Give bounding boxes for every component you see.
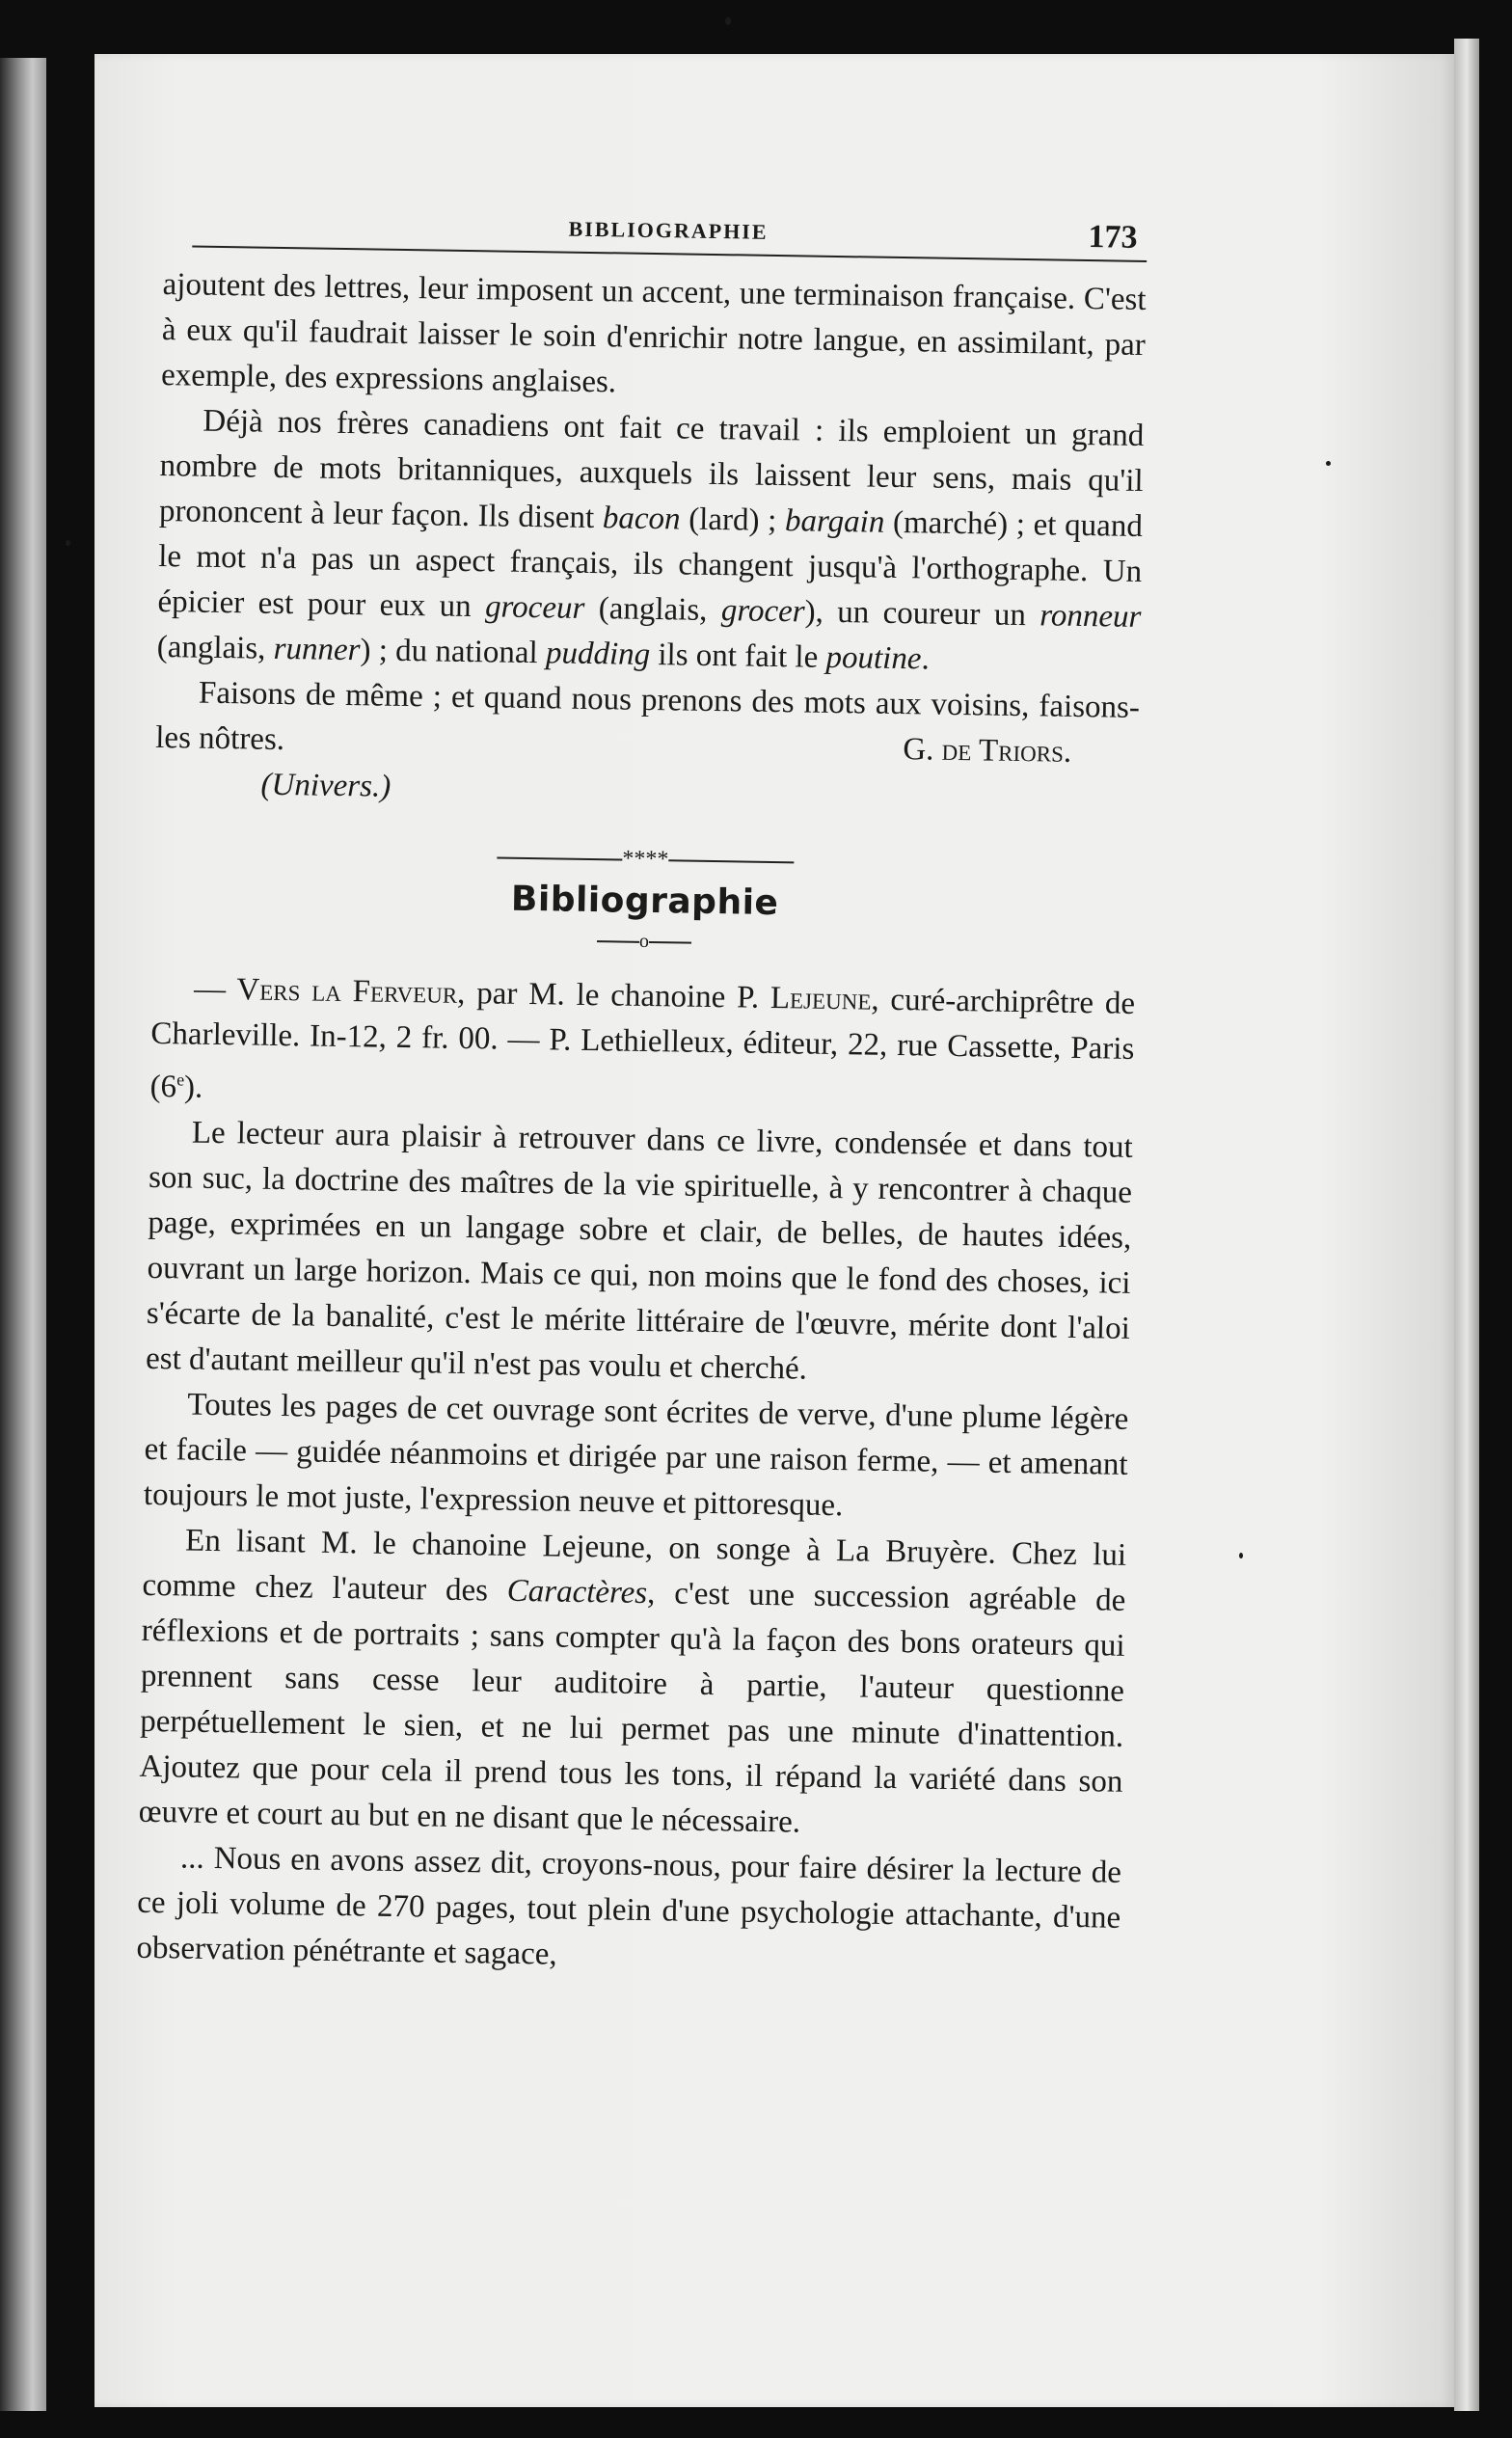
page-number: 173 <box>1088 219 1138 256</box>
page-content <box>136 203 1148 1987</box>
paragraph: ... Nous en avons assez dit, croyons-nous, pour faire désirer la lecture de ce joli volume de 270 pages, tout plein d'une psychologie attachante, d'une observation pénétrante et sagace, <box>136 1840 1122 1972</box>
paragraph: ajoutent des lettres, leur imposent un accent, une terminaison française. C'est à eux qu'il faudrait laisser le soin d'enrichir notre langue, en assimilant, par exemple, des expressions anglaises. <box>160 266 1147 400</box>
paragraph: En lisant M. le chanoine Lejeune, on songe à La Bruyère. Chez lui comme chez l'auteur des Caractères, c'est une succession agréable de réflexions et de portraits ; sans compter qu'à la façon des bons orateurs qui prennent sans cesse leur auditoire à partie, l'auteur questionne perpétuellement le sien, et ne lui permet pas une minute d'inattention. Ajoutez que pour cela il prend tous les tons, il répand la variété dans son œuvre et court au but en ne disant que le nécessaire. <box>138 1523 1127 1840</box>
header-rule <box>192 245 1147 262</box>
scan-speck <box>725 17 731 25</box>
paragraph: Le lecteur aura plaisir à retrouver dans ce livre, condensée et dans tout son suc, la doctrine des maîtres de la vie spirituelle, à y rencontrer à chaque page, exprimées en un langage sobre et clair, de belles, de hautes idées, ouvrant un large horizon. Mais ce qui, non moins que le fond des choses, ici s'écarte de la banalité, c'est le mérite littéraire de l'œuvre, mérite dont l'aloi est d'autant meilleur qu'il n'est pas voulu et cherché. <box>145 1115 1134 1387</box>
scan-background-edge <box>0 58 46 2411</box>
paragraph: Toutes les pages de cet ouvrage sont écrites de verve, d'une plume légère et facile — guidée néanmoins et dirigée par une raison ferme, — et amenant toujours le mot juste, l'expression neuve et pittoresque. <box>143 1387 1129 1524</box>
book-review <box>136 966 1135 1987</box>
scan-speck <box>66 540 70 546</box>
title-ornament: o <box>152 923 1136 961</box>
running-title: BIBLIOGRAPHIE <box>568 216 769 244</box>
article-source: (Univers.) <box>260 767 392 804</box>
page-edge <box>1454 39 1479 2411</box>
article-continuation <box>155 262 1147 776</box>
scan-speck <box>1239 1553 1243 1558</box>
review-heading: — Vers la Ferveur, par M. le chanoine P. Lejeune, curé-archiprêtre de Charleville. In-12, 2 fr. 00. — P. Lethielleux, éditeur, 22, rue Cassette, Paris (6e). <box>149 971 1136 1105</box>
article-author: G. de Triors. <box>903 732 1072 770</box>
paragraph: Faisons de même ; et quand nous prenons des mots aux voisins, faisons-les nôtres. <box>154 675 1141 758</box>
scan-speck <box>1326 461 1331 466</box>
signature-row <box>154 732 1139 822</box>
divider-stars: **** <box>622 846 669 873</box>
section-title: Bibliographie <box>510 879 779 924</box>
paragraph: Déjà nos frères canadiens ont fait ce travail : ils emploient un grand nombre de mots britanniques, auxquels ils laissent leur sens, mais qu'il prononcent à leur façon. Ils disent bacon (lard) ; bargain (marché) ; et quand le mot n'a pas un aspect français, ils changent jusqu'à l'orthographe. Un épicier est pour eux un groceur (anglais, grocer), un coureur un ronneur (anglais, runner) ; du national pudding ils ont fait le poutine. <box>156 403 1145 677</box>
